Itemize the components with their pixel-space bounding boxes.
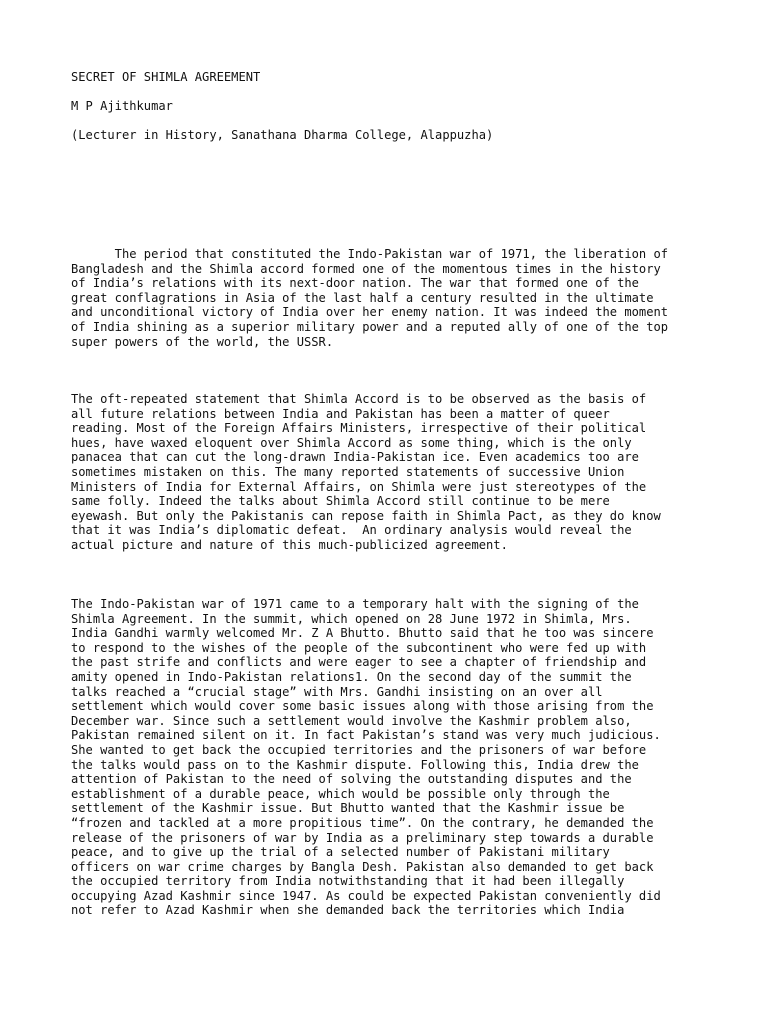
- paragraph-line: to respond to the wishes of the people of the subcontinent who were fed up with: [71, 640, 647, 655]
- paragraph-line: the talks would pass on to the Kashmir dispute. Following this, India drew the: [71, 757, 639, 772]
- paragraph-line: all future relations between India and Pakistan has been a matter of queer: [71, 406, 610, 421]
- paragraph-3: [71, 597, 661, 918]
- paragraph-2: [71, 392, 661, 553]
- paragraph-line: the past strife and conflicts and were eager to see a chapter of friendship and: [71, 655, 647, 670]
- paragraph-line: She wanted to get back the occupied territories and the prisoners of war before: [71, 742, 647, 757]
- paragraph-line: panacea that can cut the long-drawn India-Pakistan ice. Even academics too are: [71, 450, 639, 465]
- author-affiliation: (Lecturer in History, Sanathana Dharma College, Alappuzha): [71, 128, 494, 142]
- paragraph-line: actual picture and nature of this much-publicized agreement.: [71, 537, 508, 552]
- paragraph-line: that it was India’s diplomatic defeat. An ordinary analysis would reveal the: [71, 523, 632, 538]
- paragraph-line: Bangladesh and the Shimla accord formed one of the momentous times in the history: [71, 261, 661, 276]
- paragraph-line: establishment of a durable peace, which would be possible only through the: [71, 786, 610, 801]
- paragraph-line: same folly. Indeed the talks about Shimla Accord still continue to be mere: [71, 494, 610, 509]
- paragraph-line: Ministers of India for External Affairs, on Shimla were just stereotypes of the: [71, 479, 647, 494]
- document-title: SECRET OF SHIMLA AGREEMENT: [71, 70, 261, 84]
- paragraph-line: sometimes mistaken on this. The many reported statements of successive Union: [71, 464, 625, 479]
- paragraph-1: [71, 247, 668, 349]
- paragraph-line: release of the prisoners of war by India as a preliminary step towards a durable: [71, 830, 654, 845]
- paragraph-line: talks reached a “crucial stage” with Mrs. Gandhi insisting on an over all: [71, 684, 603, 699]
- paragraph-line: Pakistan remained silent on it. In fact Pakistan’s stand was very much judicious.: [71, 728, 661, 743]
- paragraph-line: the occupied territory from India notwithstanding that it had been illegally: [71, 874, 625, 889]
- paragraph-line: The Indo-Pakistan war of 1971 came to a temporary halt with the signing of the: [71, 597, 639, 611]
- paragraph-line: settlement of the Kashmir issue. But Bhutto wanted that the Kashmir issue be: [71, 801, 625, 816]
- paragraph-line: amity opened in Indo-Pakistan relations1. On the second day of the summit the: [71, 669, 632, 684]
- paragraph-line: of India shining as a superior military power and a reputed ally of one of the top: [71, 319, 669, 334]
- paragraph-line: occupying Azad Kashmir since 1947. As could be expected Pakistan conveniently did: [71, 888, 661, 903]
- paragraph-line: attention of Pakistan to the need of solving the outstanding disputes and the: [71, 772, 632, 787]
- paragraph-line: settlement which would cover some basic issues along with those arising from the: [71, 699, 654, 714]
- paragraph-line: super powers of the world, the USSR.: [71, 334, 334, 349]
- paragraph-line: “frozen and tackled at a more propitious time”. On the contrary, he demanded the: [71, 815, 654, 830]
- paragraph-line: of India’s relations with its next-door nation. The war that formed one of the: [71, 276, 639, 291]
- paragraph-line: India Gandhi warmly welcomed Mr. Z A Bhutto. Bhutto said that he too was sincere: [71, 626, 654, 641]
- paragraph-line: reading. Most of the Foreign Affairs Ministers, irrespective of their political: [71, 421, 647, 436]
- paragraph-line: The period that constituted the Indo-Pakistan war of 1971, the liberation of: [71, 247, 669, 261]
- paragraph-line: not refer to Azad Kashmir when she demanded back the territories which India: [71, 903, 625, 918]
- paragraph-line: officers on war crime charges by Bangla Desh. Pakistan also demanded to get back: [71, 859, 654, 874]
- document-author: M P Ajithkumar: [71, 99, 173, 113]
- paragraph-line: and unconditional victory of India over her enemy nation. It was indeed the moment: [71, 305, 669, 320]
- paragraph-line: The oft-repeated statement that Shimla Accord is to be observed as the basis of: [71, 392, 647, 406]
- paragraph-line: December war. Since such a settlement would involve the Kashmir problem also,: [71, 713, 632, 728]
- paragraph-line: hues, have waxed eloquent over Shimla Accord as some thing, which is the only: [71, 435, 632, 450]
- paragraph-line: eyewash. But only the Pakistanis can repose faith in Shimla Pact, as they do know: [71, 508, 661, 523]
- paragraph-line: Shimla Agreement. In the summit, which opened on 28 June 1972 in Shimla, Mrs.: [71, 611, 632, 626]
- paragraph-line: great conflagrations in Asia of the last half a century resulted in the ultimate: [71, 290, 654, 305]
- paragraph-line: peace, and to give up the trial of a selected number of Pakistani military: [71, 845, 610, 860]
